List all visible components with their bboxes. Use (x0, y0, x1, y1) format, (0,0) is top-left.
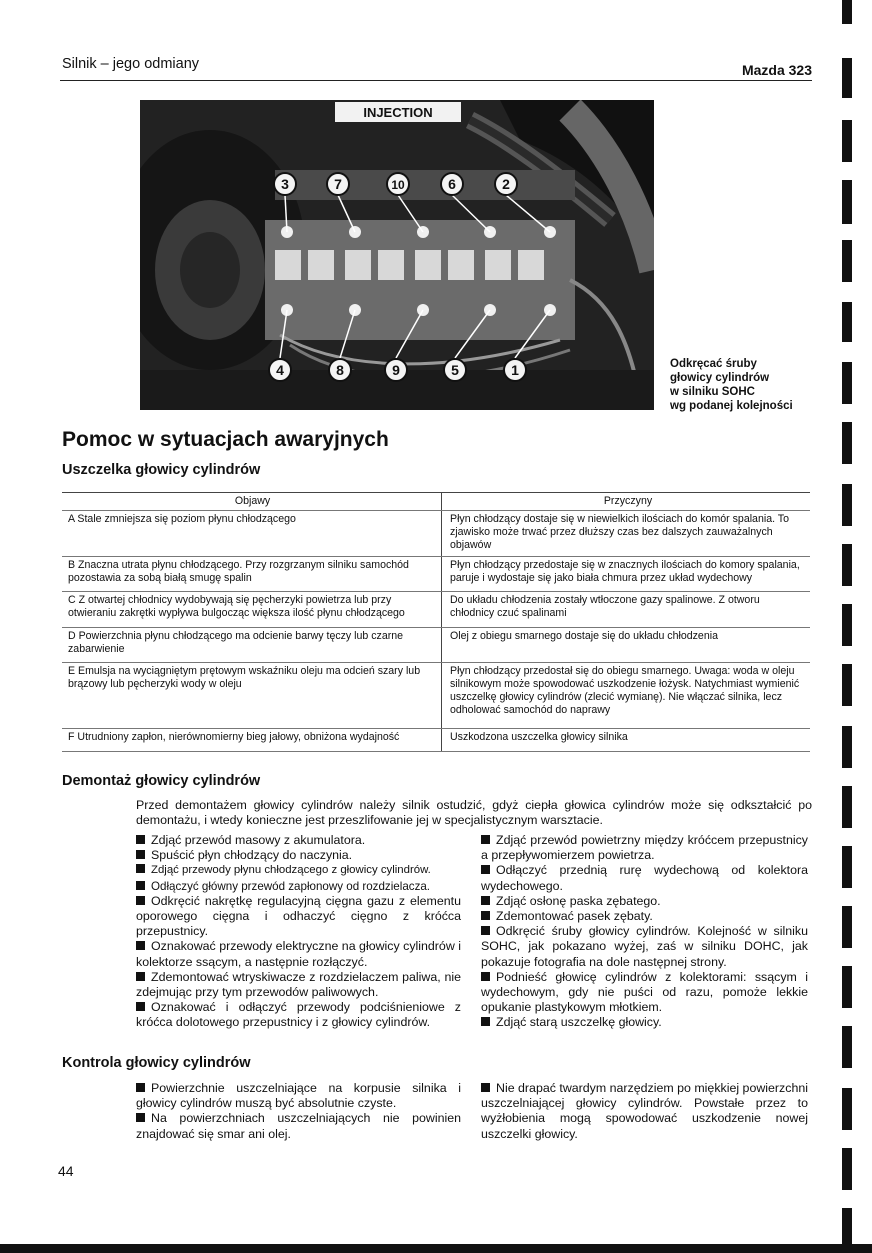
svg-text:6: 6 (448, 176, 456, 192)
section-subtitle: Uszczelka głowicy cylindrów (62, 462, 261, 478)
table-row: C Z otwartej chłodnicy wydobywają się pęcherzyki powietrza lub przy otwieraniu zakrętki wypływa bulgocząc większa ilość płynu chłodzącego Do układu chłodzenia zostały wtłoczone gazy spalinowe. Z otworu chłodnicy czuć spalinami (62, 592, 810, 628)
bullet-icon (481, 865, 490, 874)
diagnosis-table (62, 492, 810, 752)
list-item: Odłączyć główny przewód zapłonowy od rozdzielacza. (136, 879, 461, 894)
bullet-icon (481, 926, 490, 935)
list-item: Na powierzchniach uszczelniających nie powinien znajdować się smar ani olej. (136, 1111, 461, 1141)
bullet-icon (136, 1083, 145, 1092)
bullet-icon (136, 941, 145, 950)
list-item: Zdjąć przewody płynu chłodzącego z głowicy cylindrów. (136, 863, 461, 878)
svg-text:3: 3 (281, 176, 289, 192)
bottom-scan-bar (0, 1244, 872, 1253)
removal-steps-left (136, 833, 461, 1031)
table-row: E Emulsja na wyciągniętym prętowym wskaźniku oleju ma odcień szary lub brązowy lub pęcherzyki wody w oleju Płyn chłodzący przedostał się do obiegu smarnego. Uwaga: woda w oleju silnikowym może spowodować uszkodzenie łożysk. Natychmiast wymienić uszczelkę głowicy cylindrów (zlecić wymianę). Nie włączać silnika, lecz odholować samochód do naprawy (62, 663, 810, 729)
list-item: Odkręcić nakrętkę regulacyjną cięgna gazu z elementu oporowego cięgna i odhaczyć cięgno z króćca przepustnicy. (136, 893, 461, 939)
check-steps-right (481, 1081, 808, 1142)
bullet-icon (481, 835, 490, 844)
bullet-icon (136, 850, 145, 859)
page-header-section: Silnik – jego odmiany (62, 56, 200, 72)
bullet-icon (136, 896, 145, 905)
svg-text:5: 5 (451, 362, 459, 378)
list-item: Spuścić płyn chłodzący do naczynia. (136, 848, 461, 863)
bullet-icon (136, 881, 145, 890)
header-rule (60, 80, 812, 81)
removal-heading: Demontaż głowicy cylindrów (62, 773, 261, 789)
table-row: B Znaczna utrata płynu chłodzącego. Przy rozgrzanym silniku samochód pozostawia za sobą białą smugę spalin Płyn chłodzący przedostaje się w znacznych ilościach do komory spalania, paruje i wydostaje się jako biała chmura przez układ wydechowy (62, 557, 810, 592)
svg-text:8: 8 (336, 362, 344, 378)
header-causes: Przyczyny (603, 495, 653, 507)
engine-illustration (140, 100, 654, 410)
check-steps-left (136, 1081, 461, 1142)
margin-marks (842, 0, 854, 1253)
svg-text:1: 1 (511, 362, 519, 378)
bullet-icon (481, 972, 490, 981)
list-item: Odkręcić śruby głowicy cylindrów. Kolejność w silniku SOHC, jak pokazano wyżej, zaś w silniku DOHC, jak pokazuje fotografia na dole następnej strony. (481, 924, 808, 969)
bullet-icon (136, 835, 145, 844)
list-item: Powierzchnie uszczelniające na korpusie silnika i głowicy cylindrów muszą być absolutnie czyste. (136, 1081, 461, 1111)
bullet-icon (481, 911, 490, 920)
list-item: Zdjąć przewód powietrzny między króćcem przepustnicy a przepływomierzem powietrza. (481, 833, 808, 863)
svg-text:9: 9 (392, 362, 400, 378)
table-header-row (62, 492, 810, 511)
list-item: Zdjąć osłonę paska zębatego. (481, 894, 808, 909)
photo-caption: Odkręcać śruby głowicy cylindrów w silniku SOHC wg podanej kolejności (670, 358, 793, 412)
bullet-icon (136, 972, 145, 981)
svg-text:2: 2 (502, 176, 510, 192)
photo-banner: INJECTION (363, 105, 433, 120)
list-item: Zdemontować wtryskiwacze z rozdzielaczem paliwa, nie zdejmując przy tym przewodów paliwowych. (136, 969, 461, 1000)
bullet-icon (136, 1113, 145, 1122)
bullet-icon (481, 1017, 490, 1026)
list-item: Zdjąć przewód masowy z akumulatora. (136, 833, 461, 848)
table-row: A Stale zmniejsza się poziom płynu chłodzącego Płyn chłodzący dostaje się w niewielkich ilościach do komór spalania. To zjawisko może trwać przez dłuższy czas bez dalszych zauważalnych objawów (62, 511, 810, 557)
engine-photo (140, 100, 654, 410)
svg-text:4: 4 (276, 362, 284, 378)
removal-intro: Przed demontażem głowicy cylindrów należy silnik ostudzić, gdyż ciepła głowica cylindrów może się odkształcić po demontażu, i wtedy konieczne jest przeszlifowanie jej w specjalistycznym warsztacie. (136, 798, 812, 827)
list-item: Zdemontować pasek zębaty. (481, 909, 808, 924)
header-symptoms: Objawy (62, 493, 442, 510)
bullet-icon (481, 896, 490, 905)
bullet-icon (481, 1083, 490, 1092)
check-heading: Kontrola głowicy cylindrów (62, 1055, 251, 1071)
svg-text:10: 10 (391, 178, 405, 192)
svg-text:7: 7 (334, 176, 342, 192)
bullet-icon (136, 1002, 145, 1011)
list-item: Nie drapać twardym narzędziem po miękkiej powierzchni uszczelniającej głowicy cylindrów. Powstałe przez to wyżłobienia mogą spowodować uszkodzenie nowej uszczelki głowicy. (481, 1081, 808, 1141)
page-header-model: Mazda 323 (741, 62, 812, 78)
list-item: Zdjąć starą uszczelkę głowicy. (481, 1015, 808, 1030)
list-item: Podnieść głowicę cylindrów z kolektorami: ssącym i wydechowym, gdy nie puści od razu, pomoże lekkie opukanie plastykowym młotkiem. (481, 969, 808, 1015)
table-row: F Utrudniony zapłon, nierównomierny bieg jałowy, obniżona wydajność Uszkodzona uszczelka głowicy silnika (62, 729, 810, 752)
table-row: D Powierzchnia płynu chłodzącego ma odcienie barwy tęczy lub czarne zabarwienie Olej z obiegu smarnego dostaje się do układu chłodzenia (62, 628, 810, 663)
bullet-icon (136, 864, 145, 873)
list-item: Odłączyć przednią rurę wydechową od kolektora wydechowego. (481, 863, 808, 893)
page-number: 44 (58, 1163, 74, 1179)
removal-steps-right (481, 833, 808, 1031)
list-item: Oznakować i odłączyć przewody podciśnieniowe z króćca dolotowego przepustnicy i z głowicy cylindrów. (136, 1000, 461, 1030)
page-title: Pomoc w sytuacjach awaryjnych (62, 428, 389, 451)
list-item: Oznakować przewody elektryczne na głowicy cylindrów i kolektorze ssącym, a następnie rozłączyć. (136, 939, 461, 969)
